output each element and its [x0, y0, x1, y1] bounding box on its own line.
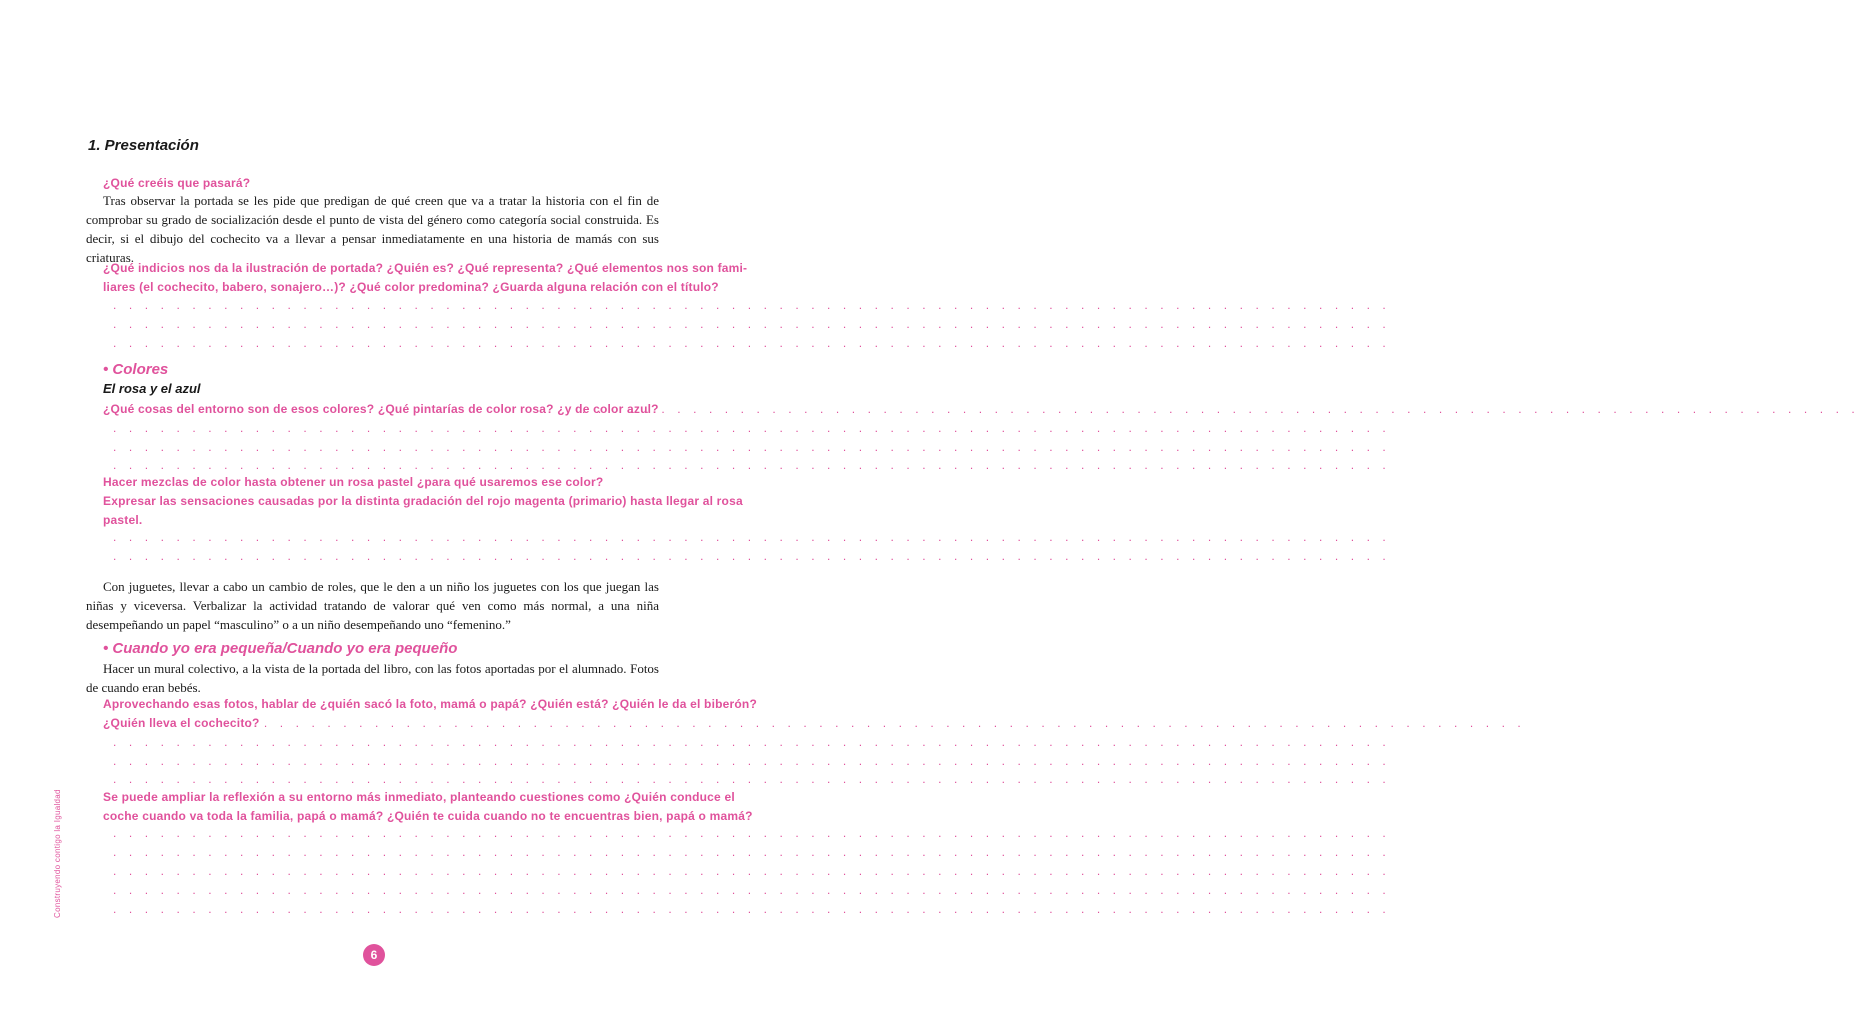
subsection-colores: • Colores: [103, 361, 169, 378]
question-indicios-line2: liares (el cochecito, babero, sonajero…)? ¿Qué color predomina? ¿Guarda alguna relación con el título?: [103, 280, 719, 294]
question-ampliar-line1: Se puede ampliar la reflexión a su entorno más inmediato, planteando cuestiones como ¿Quién conduce el: [103, 790, 735, 804]
answer-line: . . . . . . . . . . . . . . . . . . . . . . . . . . . . . . . . . . . . . . . . . . . . . . . . . . . . . . . . . . . . . . . . . . . . . . . . . . . . . . . . .: [113, 735, 1391, 749]
answer-line: . . . . . . . . . . . . . . . . . . . . . . . . . . . . . . . . . . . . . . . . . . . . . . . . . . . . . . . . . . . . . . . . . . . . . . . . . . . . . . . . .: [113, 883, 1391, 897]
answer-line: . . . . . . . . . . . . . . . . . . . . . . . . . . . . . . . . . . . . . . . . . . . . . . . . . . . . . . . . . . . . . . . . . . . . . . . . . . . . . . . . .: [113, 458, 1391, 472]
paragraph-juguetes: Con juguetes, llevar a cabo un cambio de roles, que le den a un niño los juguetes con los que juegan las niñas y viceversa. Verbalizar la actividad tratando de valorar qué ven como más normal, a una niña desempeñando un papel “masculino” o a un niño desempeñando uno “femenino.”: [86, 579, 659, 632]
answer-line: . . . . . . . . . . . . . . . . . . . . . . . . . . . . . . . . . . . . . . . . . . . . . . . . . . . . . . . . . . . . . . . . . . . . . . . . . . . . . . . . .: [113, 421, 1391, 435]
question-mezclas: Hacer mezclas de color hasta obtener un rosa pastel ¿para qué usaremos ese color?: [103, 475, 604, 489]
question-sensaciones-line2: pastel.: [103, 513, 143, 527]
question-que-pasara: ¿Qué creéis que pasará?: [103, 176, 251, 190]
side-collection-title: Construyendo contigo la Igualdad: [53, 789, 62, 918]
answer-line: . . . . . . . . . . . . . . . . . . . . . . . . . . . . . . . . . . . . . . . . . . . . . . . . . . . . . . . . . . . . . . . . . . . . . . . . . . . . . . . . .: [113, 864, 1391, 878]
question-fotos-line2: ¿Quién lleva el cochecito?: [103, 716, 260, 730]
answer-line-inline: . . . . . . . . . . . . . . . . . . . . . . . . . . . . . . . . . . . . . . . . . . . . . . . . . . . . . . . . . . . . . . . . . . . . . . . . . . . . . . . . .: [582, 402, 1859, 416]
question-fotos-line1: Aprovechando esas fotos, hablar de ¿quién sacó la foto, mamá o papá? ¿Quién está? ¿Quién le da el biberón?: [103, 697, 757, 711]
answer-line: . . . . . . . . . . . . . . . . . . . . . . . . . . . . . . . . . . . . . . . . . . . . . . . . . . . . . . . . . . . . . . . . . . . . . . . . . . . . . . . . .: [113, 845, 1391, 859]
answer-line: . . . . . . . . . . . . . . . . . . . . . . . . . . . . . . . . . . . . . . . . . . . . . . . . . . . . . . . . . . . . . . . . . . . . . . . . . . . . . . . . .: [113, 826, 1391, 840]
question-sensaciones-line1: Expresar las sensaciones causadas por la distinta gradación del rojo magenta (primario) hasta llegar al rosa: [103, 494, 743, 508]
paragraph-mural: Hacer un mural colectivo, a la vista de la portada del libro, con las fotos aportadas por el alumnado. Fotos de cuando eran bebés.: [86, 661, 659, 695]
page-number-badge: 6: [363, 944, 385, 966]
answer-line: . . . . . . . . . . . . . . . . . . . . . . . . . . . . . . . . . . . . . . . . . . . . . . . . . . . . . . . . . . . . . . . . . . . . . . . . . . . . . . . . .: [113, 440, 1391, 454]
answer-line-inline: . . . . . . . . . . . . . . . . . . . . . . . . . . . . . . . . . . . . . . . . . . . . . . . . . . . . . . . . . . . . . . . . . . . . . . . . . . . . . . . . .: [248, 716, 1526, 730]
question-cosas-entorno: ¿Qué cosas del entorno son de esos colores? ¿Qué pintarías de color rosa? ¿y de color azul?: [103, 402, 659, 416]
subsection-cuando-pequeno: • Cuando yo era pequeña/Cuando yo era pequeño: [103, 640, 458, 657]
answer-line: . . . . . . . . . . . . . . . . . . . . . . . . . . . . . . . . . . . . . . . . . . . . . . . . . . . . . . . . . . . . . . . . . . . . . . . . . . . . . . . . .: [113, 902, 1391, 916]
section-heading: 1. Presentación: [88, 137, 199, 154]
question-ampliar-line2: coche cuando va toda la familia, papá o mamá? ¿Quién te cuida cuando no te encuentras bien, papá o mamá?: [103, 809, 753, 823]
paragraph-presentacion: Tras observar la portada se les pide que predigan de qué creen que va a tratar la historia con el fin de comprobar su grado de socialización desde el punto de vista del género como categoría social construida. Es decir, si el dibujo del cochecito va a llevar a pensar inmediatamente en una historia de mamás con sus criaturas.: [86, 193, 659, 265]
answer-line: . . . . . . . . . . . . . . . . . . . . . . . . . . . . . . . . . . . . . . . . . . . . . . . . . . . . . . . . . . . . . . . . . . . . . . . . . . . . . . . . .: [113, 754, 1391, 768]
answer-line: . . . . . . . . . . . . . . . . . . . . . . . . . . . . . . . . . . . . . . . . . . . . . . . . . . . . . . . . . . . . . . . . . . . . . . . . . . . . . . . . .: [113, 772, 1391, 786]
answer-line: . . . . . . . . . . . . . . . . . . . . . . . . . . . . . . . . . . . . . . . . . . . . . . . . . . . . . . . . . . . . . . . . . . . . . . . . . . . . . . . . .: [113, 298, 1391, 312]
answer-line: . . . . . . . . . . . . . . . . . . . . . . . . . . . . . . . . . . . . . . . . . . . . . . . . . . . . . . . . . . . . . . . . . . . . . . . . . . . . . . . . .: [113, 530, 1391, 544]
answer-line: . . . . . . . . . . . . . . . . . . . . . . . . . . . . . . . . . . . . . . . . . . . . . . . . . . . . . . . . . . . . . . . . . . . . . . . . . . . . . . . . .: [113, 317, 1391, 331]
answer-line: . . . . . . . . . . . . . . . . . . . . . . . . . . . . . . . . . . . . . . . . . . . . . . . . . . . . . . . . . . . . . . . . . . . . . . . . . . . . . . . . .: [113, 549, 1391, 563]
answer-line: . . . . . . . . . . . . . . . . . . . . . . . . . . . . . . . . . . . . . . . . . . . . . . . . . . . . . . . . . . . . . . . . . . . . . . . . . . . . . . . . .: [113, 336, 1391, 350]
subheading-rosa-azul: El rosa y el azul: [103, 381, 201, 396]
question-indicios-line1: ¿Qué indicios nos da la ilustración de portada? ¿Quién es? ¿Qué representa? ¿Qué elementos nos son fami-: [103, 261, 748, 275]
